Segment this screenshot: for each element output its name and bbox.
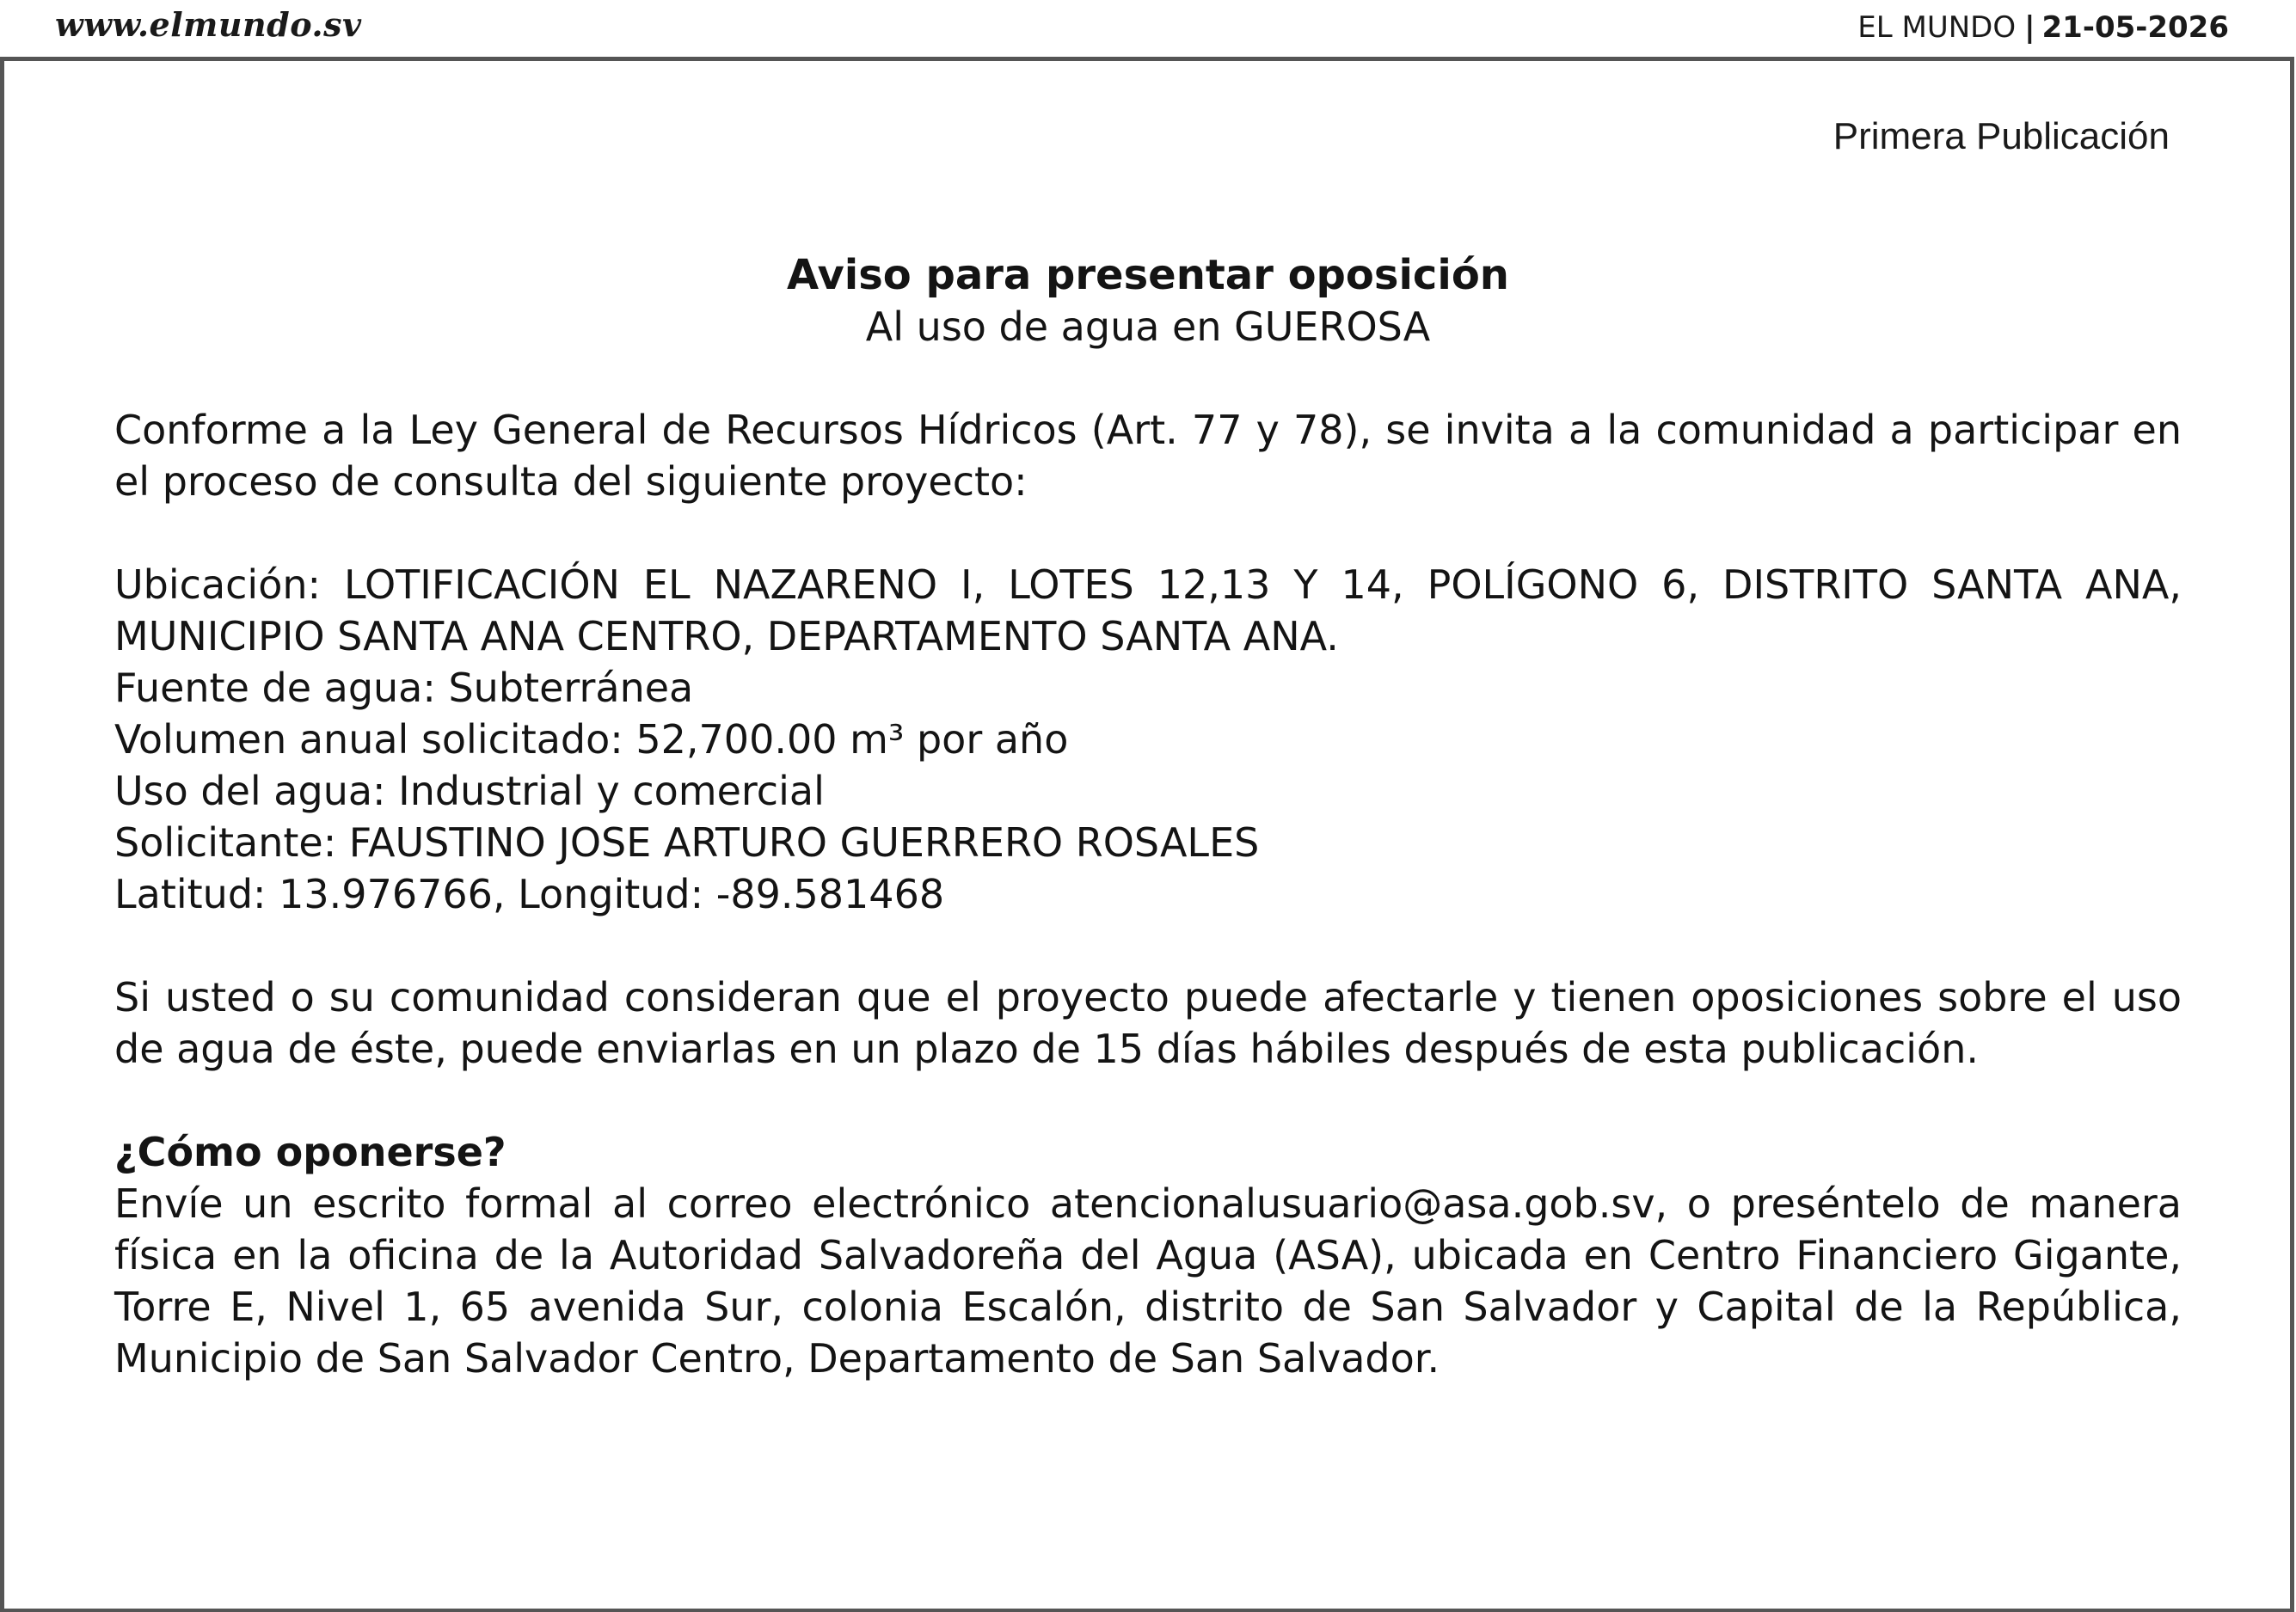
how-to-oppose-heading: ¿Cómo oponerse? — [114, 1129, 506, 1175]
publication-date: 21-05-2026 — [2041, 10, 2229, 45]
detail-water-source: Fuente de agua: Subterránea — [114, 665, 694, 711]
opposition-paragraph: Si usted o su comunidad consideran que el proyecto puede afectarle y tienen oposiciones sobre el uso de agua de éste, puede enviarlas en un plazo de 15 días hábiles después de esta publicación. — [114, 974, 2182, 1072]
intro-paragraph: Conforme a la Ley General de Recursos Hídricos (Art. 77 y 78), se invita a la comunidad a participar en el proceso de consulta del siguiente proyecto: — [114, 407, 2182, 505]
notice-body — [114, 249, 2182, 1384]
header-separator: | — [2024, 10, 2035, 45]
edition-label: Primera Publicación — [1833, 115, 2170, 157]
page-header — [0, 0, 2296, 58]
publication-name: EL MUNDO — [1857, 10, 2017, 45]
detail-applicant: Solicitante: FAUSTINO JOSE ARTURO GUERRERO ROSALES — [114, 819, 1260, 866]
header-publication-date — [1857, 10, 2229, 45]
notice-subtitle: Al uso de agua en GUEROSA — [865, 303, 1431, 350]
detail-annual-volume: Volumen anual solicitado: 52,700.00 m³ por año — [114, 716, 1069, 763]
site-url: www.elmundo.sv — [55, 5, 362, 44]
project-details — [114, 559, 2182, 920]
detail-water-use: Uso del agua: Industrial y comercial — [114, 768, 825, 814]
detail-location: Ubicación: LOTIFICACIÓN EL NAZARENO I, LOTES 12,13 Y 14, POLÍGONO 6, DISTRITO SANTA ANA, MUNICIPIO SANTA ANA CENTRO, DEPARTAMENTO SANTA ANA. — [114, 561, 2182, 659]
detail-coordinates: Latitud: 13.976766, Longitud: -89.581468 — [114, 871, 945, 917]
notice-title: Aviso para presentar oposición — [787, 251, 1509, 299]
how-to-oppose-paragraph: Envíe un escrito formal al correo electrónico atencionalusuario@asa.gob.sv, o preséntelo de manera física en la oficina de la Autoridad Salvadoreña del Agua (ASA), ubicada en Centro Financiero Gigante, Torre E, Nivel 1, 65 avenida Sur, colonia Escalón, distrito de San Salvador y Capital de la República, Municipio de San Salvador Centro, Departamento de San Salvador. — [114, 1180, 2182, 1382]
